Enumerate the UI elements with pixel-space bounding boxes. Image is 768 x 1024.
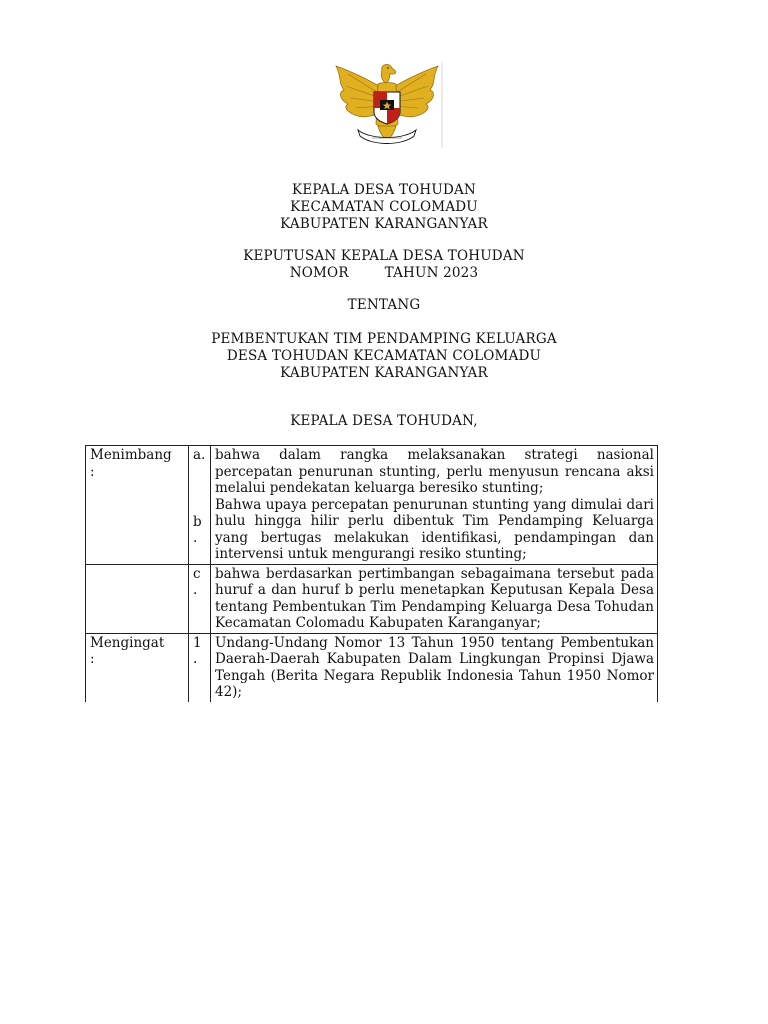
item-texts: [211, 633, 658, 702]
table-row: [86, 633, 658, 702]
item-marks: [189, 633, 211, 702]
table-row: [86, 564, 658, 633]
subject-line-1: PEMBENTUKAN TIM PENDAMPING KELUARGA: [211, 331, 557, 347]
header: [0, 182, 768, 233]
item-mark: 1 .: [193, 634, 202, 667]
decree-title: KEPUTUSAN KEPALA DESA TOHUDAN: [243, 248, 525, 264]
header-line-regency: KABUPATEN KARANGANYAR: [280, 216, 488, 232]
about-label: [0, 297, 768, 314]
decree-title-block: [0, 248, 768, 282]
subject-line-2: DESA TOHUDAN KECAMATAN COLOMADU: [226, 348, 542, 364]
subject-block: [0, 331, 768, 382]
item-marks: [189, 446, 211, 565]
item-mark: b .: [193, 513, 202, 546]
row-label: [86, 633, 189, 702]
issuer-text: KEPALA DESA TOHUDAN,: [290, 413, 478, 429]
header-line-village: KEPALA DESA TOHUDAN: [292, 182, 476, 198]
item-text: Bahwa upaya percepatan penurunan stunting yang dimulai dari hulu hingga hilir perlu dibentuk Tim Pendamping Keluarga yang bertugas melakukan identifikasi, pendampingan dan intervensi untuk mengurangi resiko stunting;: [215, 496, 654, 562]
garuda-emblem-icon: [328, 60, 446, 152]
item-text: Undang-Undang Nomor 13 Tahun 1950 tentang Pembentukan Daerah-Daerah Kabupaten Dalam Lingkungan Propinsi Djawa Tengah (Berita Negara Republik Indonesia Tahun 1950 Nomor 42);: [215, 634, 654, 700]
subject-line-3: KABUPATEN KARANGANYAR: [280, 365, 488, 381]
row-label: [86, 564, 189, 633]
item-text: bahwa dalam rangka melaksanakan strategi nasional percepatan penurunan stunting, perlu menyusun rencana aksi melalui pendekatan keluarga beresiko stunting;: [215, 447, 654, 496]
item-mark: c .: [193, 565, 201, 598]
item-texts: [211, 446, 658, 565]
about-label-text: TENTANG: [347, 297, 421, 313]
row-label: [86, 446, 189, 565]
item-marks: [189, 564, 211, 633]
header-line-district: KECAMATAN COLOMADU: [290, 199, 478, 215]
garuda-pancasila-emblem: [328, 60, 446, 152]
table-row: [86, 446, 658, 565]
decree-considerations-table: [85, 445, 658, 702]
row-label-text: Mengingat :: [90, 634, 165, 667]
item-texts: [211, 564, 658, 633]
row-label-text: Menimbang :: [90, 447, 172, 480]
issuer: [0, 413, 768, 430]
decree-number: NOMOR TAHUN 2023: [289, 265, 479, 281]
item-text: bahwa berdasarkan pertimbangan sebagaimana tersebut pada huruf a dan huruf b perlu menetapkan Keputusan Kepala Desa tentang Pembentukan Tim Pendamping Keluarga Desa Tohudan Kecamatan Colomadu Kabupaten Karanganyar;: [215, 565, 654, 631]
item-mark: a.: [193, 447, 206, 463]
